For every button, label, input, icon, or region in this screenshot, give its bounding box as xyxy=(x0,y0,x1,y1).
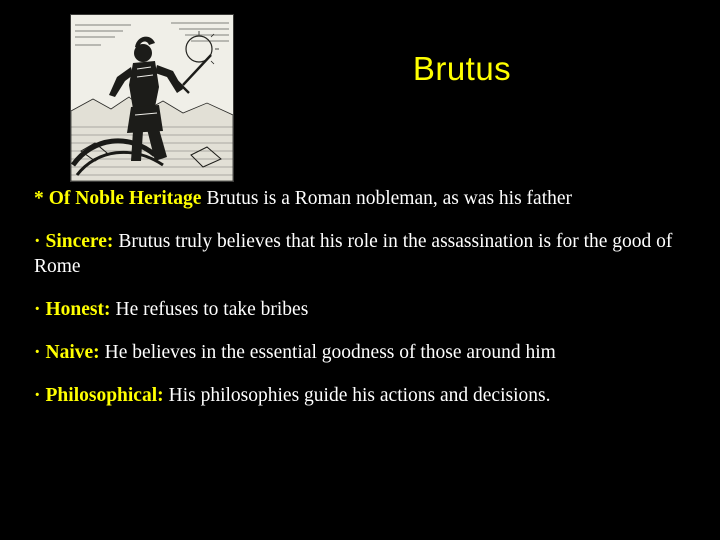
list-item-text: He believes in the essential goodness of those around him xyxy=(104,342,556,363)
list-item xyxy=(34,297,694,322)
list-item-lead: Naive: xyxy=(45,342,100,363)
bullet-marker: * xyxy=(34,188,44,209)
list-item-lead: Honest: xyxy=(45,299,111,320)
list-item-text: His philosophies guide his actions and decisions. xyxy=(168,385,551,406)
list-item-text: Brutus truly believes that his role in the assassination is for the good of Rome xyxy=(34,231,673,277)
bullet-marker: · xyxy=(34,231,41,252)
list-item-lead: Philosophical: xyxy=(45,385,164,406)
list-item-text: Brutus is a Roman nobleman, as was his father xyxy=(206,188,573,209)
slide-body xyxy=(34,186,694,425)
woodcut-illustration-image xyxy=(70,14,234,182)
page-title: Brutus xyxy=(412,50,512,87)
list-item xyxy=(34,229,694,279)
list-item-text: He refuses to take bribes xyxy=(115,299,309,320)
list-item-lead: Of Noble Heritage xyxy=(48,188,202,209)
list-item xyxy=(34,186,694,211)
list-item-lead: Sincere: xyxy=(45,231,114,252)
bullet-marker: · xyxy=(34,342,41,363)
bullet-marker: · xyxy=(34,385,41,406)
list-item xyxy=(34,383,694,408)
bullet-marker: · xyxy=(34,299,41,320)
list-item xyxy=(34,340,694,365)
